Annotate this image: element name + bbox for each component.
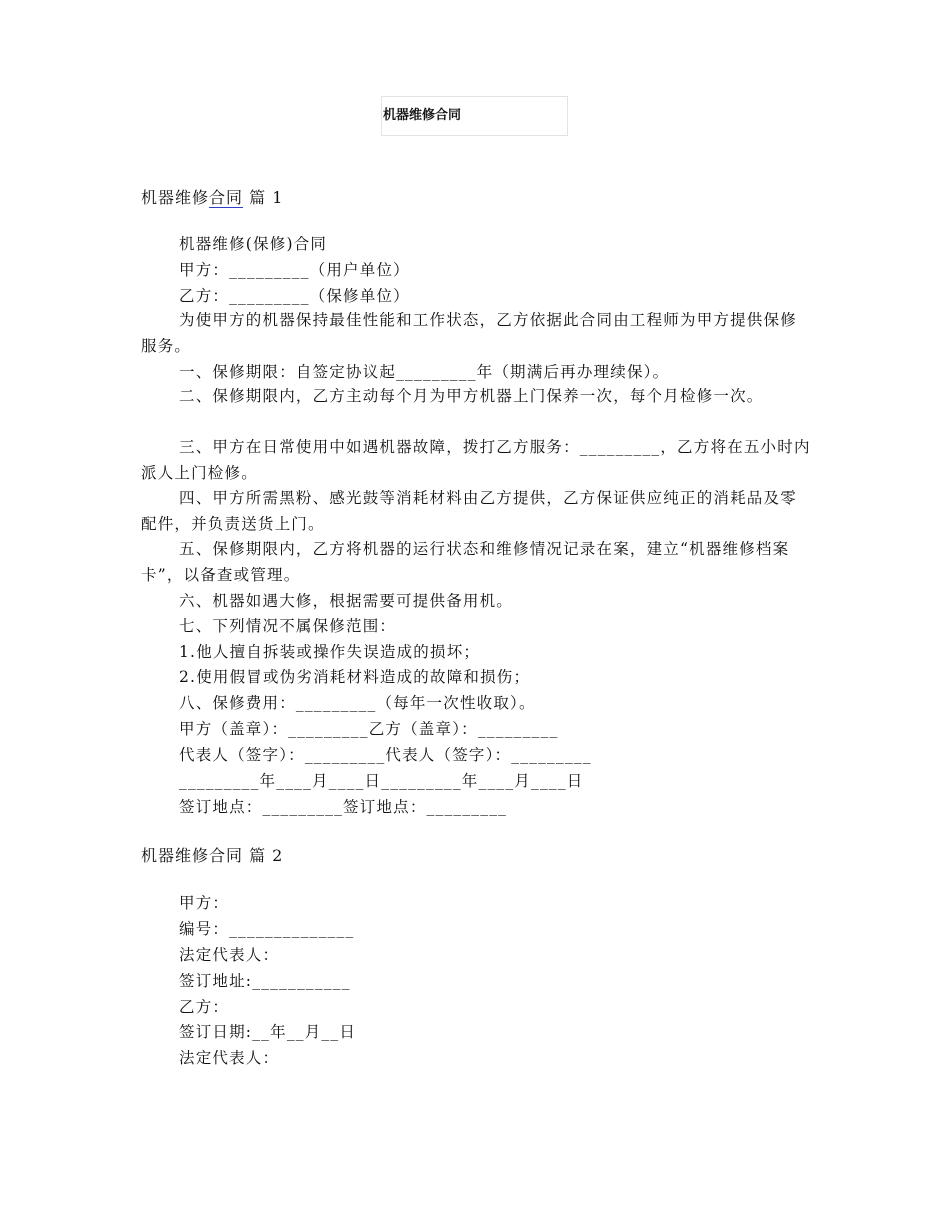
clause-5: 五、保修期限内，乙方将机器的运行状态和维修情况记录在案，建立“机器维修档案卡”，以备查或管理。 (141, 540, 790, 584)
exclusion-item-1: 1.他人擅自拆装或操作失误造成的损坏； (179, 643, 481, 661)
exclusion-item-2: 2.使用假冒或伪劣消耗材料造成的故障和损伤； (179, 668, 531, 686)
article-2-legal-rep-b: 法定代表人： (179, 1049, 280, 1067)
signing-place-line: 签订地点：_________签订地点：_________ (179, 798, 508, 816)
intro-paragraph: 为使甲方的机器保持最佳性能和工作状态，乙方依据此合同由工程师为甲方提供保修服务。 (141, 311, 797, 355)
article-2-sign-date: 签订日期:__年__月__日 (179, 1023, 357, 1041)
article-2-heading: 机器维修合同 篇 2 (141, 846, 284, 865)
representative-line: 代表人（签字）：_________代表人（签字）：_________ (179, 746, 592, 764)
document-header-box (381, 96, 568, 136)
clause-3: 三、甲方在日常使用中如遇机器故障，拨打乙方服务：_________，乙方将在五小时内派人上门检修。 (141, 438, 811, 482)
article-1-heading-prefix: 机器维修 (141, 188, 210, 207)
clause-2: 二、保修期限内，乙方主动每个月为甲方机器上门保养一次，每个月检修一次。 (179, 387, 764, 405)
article-2-party-b: 乙方： (179, 998, 230, 1016)
article-1-heading-suffix: 篇 1 (243, 188, 284, 207)
article-2-party-a: 甲方： (179, 894, 230, 912)
clause-6: 六、机器如遇大修，根据需要可提供备用机。 (179, 592, 514, 610)
article-2-number: 编号：______________ (179, 920, 355, 938)
clause-8: 八、保修费用：_________（每年一次性收取）。 (179, 694, 536, 712)
clause-4: 四、甲方所需黑粉、感光鼓等消耗材料由乙方提供，乙方保证供应纯正的消耗品及零配件，并负责送货上门。 (141, 489, 797, 533)
article-2-legal-rep-a: 法定代表人： (179, 946, 280, 964)
date-line: _________年____月____日_________年____月____日 (179, 772, 584, 790)
seal-line: 甲方（盖章）：_________乙方（盖章）：_________ (179, 720, 559, 738)
contract-title-line: 机器维修(保修)合同 (179, 235, 328, 253)
contract-link[interactable]: 合同 (209, 188, 244, 207)
document-header-title: 机器维修合同 (383, 108, 462, 123)
clause-7: 七、下列情况不属保修范围： (179, 617, 397, 635)
party-b-line: 乙方：_________（保修单位） (179, 287, 410, 305)
article-1-heading (141, 185, 283, 208)
party-a-line: 甲方：_________（用户单位） (179, 261, 410, 279)
article-2-sign-address: 签订地址:___________ (179, 972, 351, 990)
clause-1: 一、保修期限：自签定协议起_________年（期满后再办理续保）。 (179, 363, 670, 381)
